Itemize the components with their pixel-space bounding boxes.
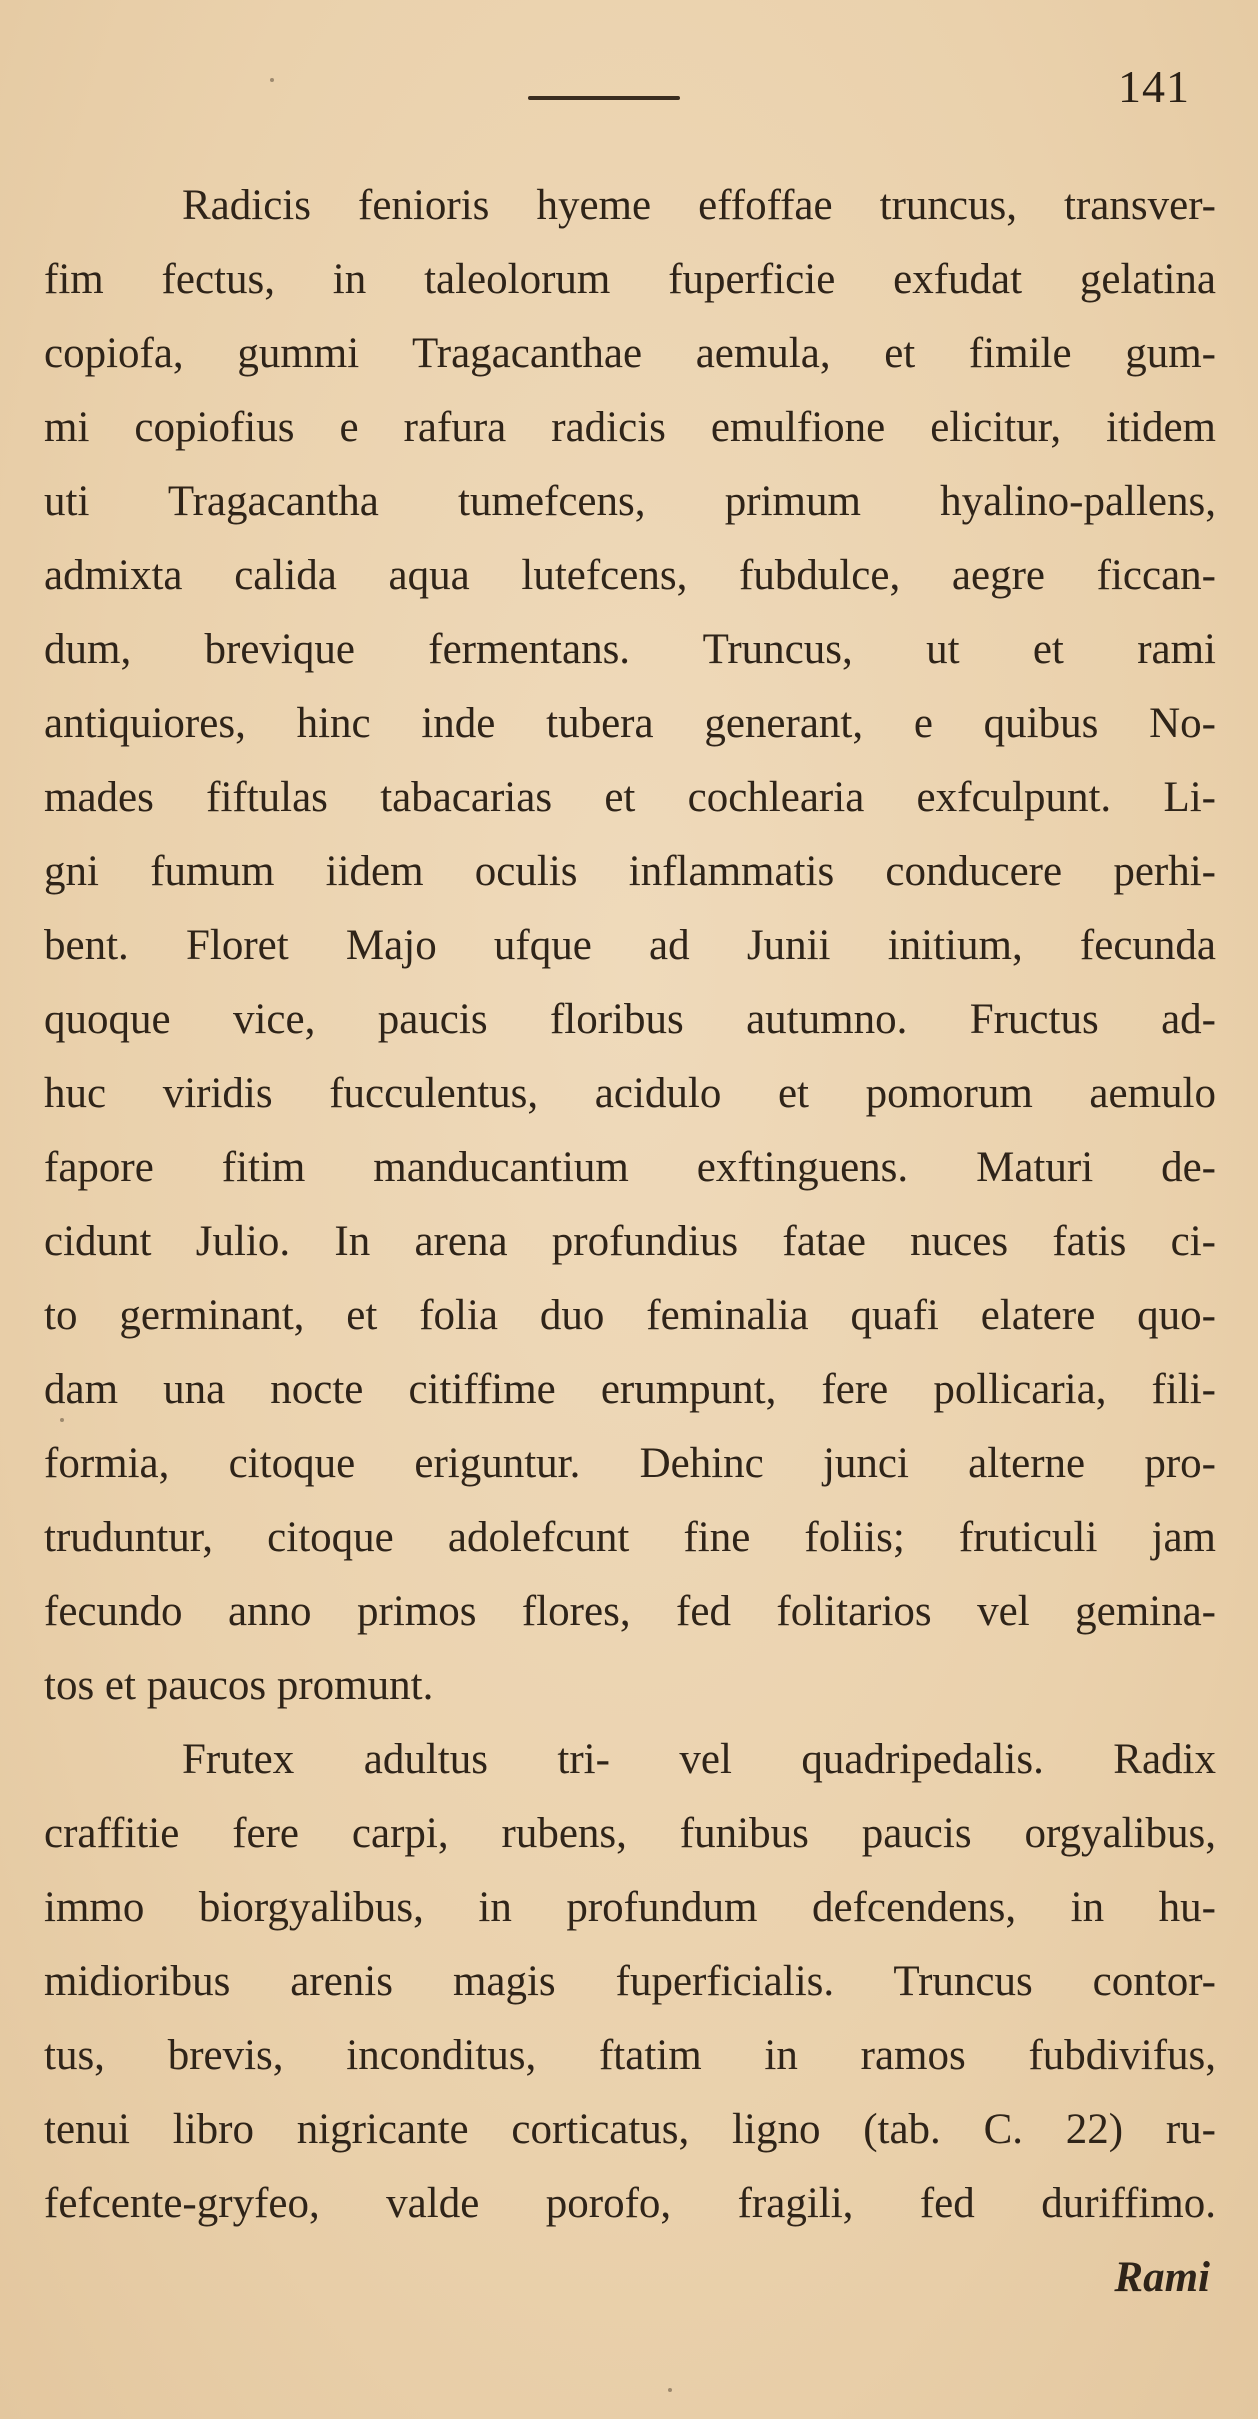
text-line: craffitie fere carpi, rubens, funibus paucis orgyalibus, — [44, 1810, 1216, 1857]
text-line: dam una nocte citiffime erumpunt, fere pollicaria, fili- — [44, 1366, 1216, 1413]
text-line: Frutex adultus tri- vel quadripedalis. Radix — [182, 1736, 1216, 1783]
text-line: bent. Floret Majo ufque ad Junii initium, fecunda — [44, 922, 1216, 969]
text-line: mades fiftulas tabacarias et cochlearia exfculpunt. Li- — [44, 774, 1216, 821]
text-line: Radicis fenioris hyeme effoffae truncus, transver- — [182, 182, 1216, 229]
text-line: truduntur, citoque adolefcunt fine foliis; fruticuli jam — [44, 1514, 1216, 1561]
text-line: to germinant, et folia duo feminalia quafi elatere quo- — [44, 1292, 1216, 1339]
text-line: quoque vice, paucis floribus autumno. Fructus ad- — [44, 996, 1216, 1043]
header-rule — [528, 96, 680, 100]
text-line: copiofa, gummi Tragacanthae aemula, et fimile gum- — [44, 330, 1216, 377]
catchword: Rami — [1114, 2254, 1210, 2301]
text-line: tos et paucos promunt. — [44, 1662, 434, 1709]
paper-speck — [668, 2388, 672, 2392]
text-line: gni fumum iidem oculis inflammatis conducere perhi- — [44, 848, 1216, 895]
text-line: fim fectus, in taleolorum fuperficie exfudat gelatina — [44, 256, 1216, 303]
text-line: admixta calida aqua lutefcens, fubdulce, aegre ficcan- — [44, 552, 1216, 599]
text-line: dum, brevique fermentans. Truncus, ut et rami — [44, 626, 1216, 673]
text-line: huc viridis fucculentus, acidulo et pomorum aemulo — [44, 1070, 1216, 1117]
text-line: fapore fitim manducantium exftinguens. Maturi de- — [44, 1144, 1216, 1191]
text-line: midioribus arenis magis fuperficialis. Truncus contor- — [44, 1958, 1216, 2005]
paper-speck — [270, 78, 274, 82]
text-line: cidunt Julio. In arena profundius fatae nuces fatis ci- — [44, 1218, 1216, 1265]
text-line: fecundo anno primos flores, fed folitarios vel gemina- — [44, 1588, 1216, 1635]
text-line: antiquiores, hinc inde tubera generant, e quibus No- — [44, 700, 1216, 747]
text-line: tenui libro nigricante corticatus, ligno (tab. C. 22) ru- — [44, 2106, 1216, 2153]
text-line: uti Tragacantha tumefcens, primum hyalino-pallens, — [44, 478, 1216, 525]
page-number: 141 — [1118, 61, 1190, 112]
text-line: immo biorgyalibus, in profundum defcendens, in hu- — [44, 1884, 1216, 1931]
text-line: formia, citoque eriguntur. Dehinc junci alterne pro- — [44, 1440, 1216, 1487]
text-line: mi copiofius e rafura radicis emulfione elicitur, itidem — [44, 404, 1216, 451]
text-line: tus, brevis, inconditus, ftatim in ramos fubdivifus, — [44, 2032, 1216, 2079]
text-line: fefcente-gryfeo, valde porofo, fragili, fed duriffimo. — [44, 2180, 1216, 2227]
